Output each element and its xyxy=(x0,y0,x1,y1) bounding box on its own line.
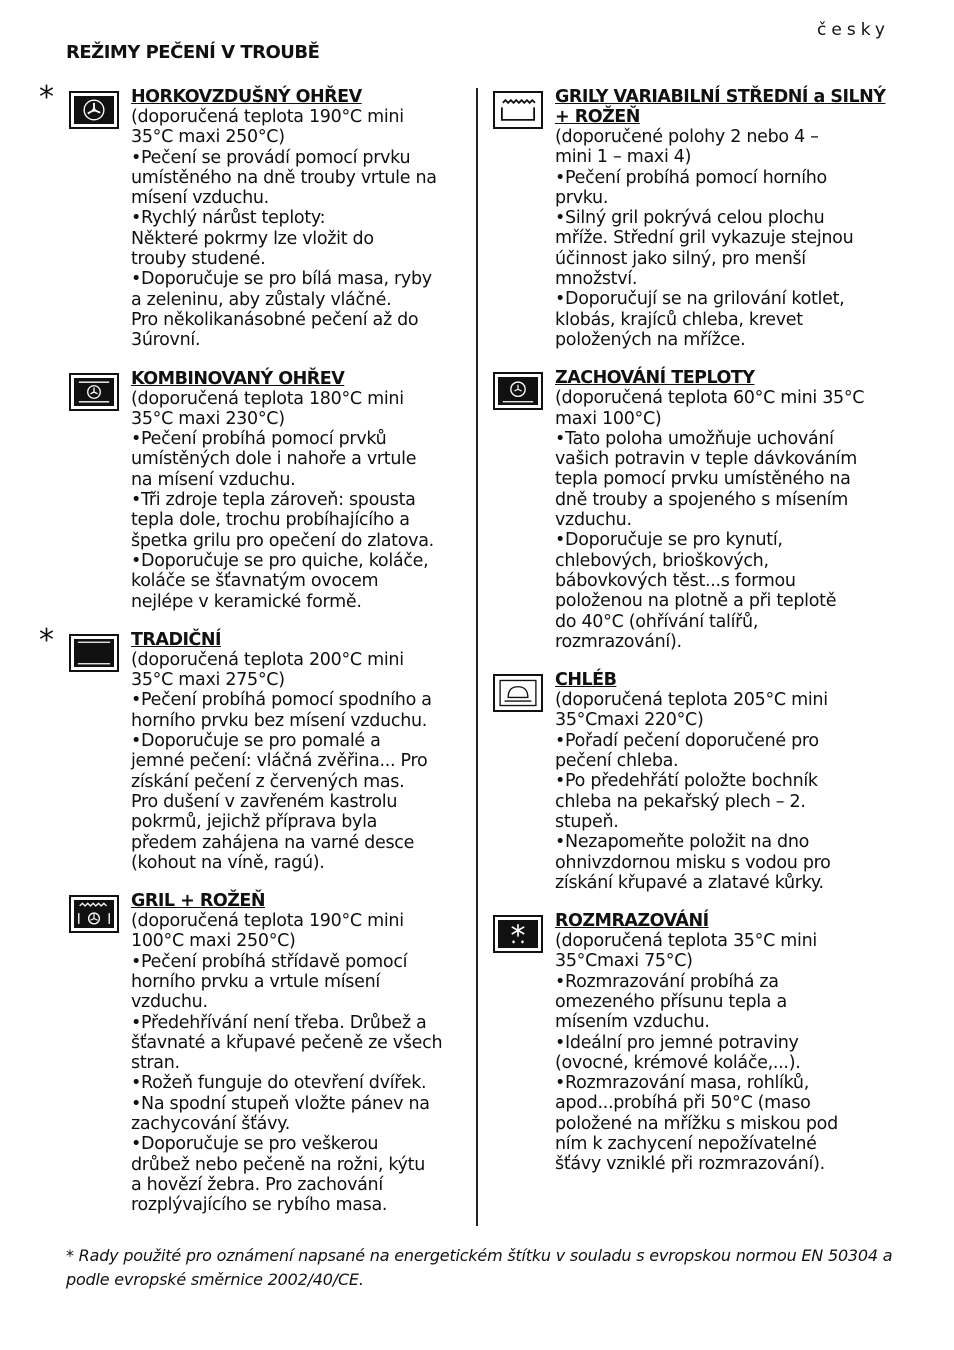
mode-description: (doporučená teplota 60°C mini 35°C maxi 100°C) •Tato poloha umožňuje uchování vašich potravin v teple dávkováním tepla pomocí prvku umístěného na dně trouby a spojeného s mísením vzduchu. •Doporučuje se pro kynutí, chlebových, brioškových, bábovkových těst...s formou položenou na plotně a při teplotě do 40°C (ohřívání talířů, rozmrazování). xyxy=(555,388,865,652)
mode-description: (doporučená teplota 200°C mini 35°C maxi 275°C) •Pečení probíhá pomocí spodního a horního prvku bez mísení vzduchu. •Doporučuje se pro pomalé a jemné pečení: vláčná zvěřina... Pro získání pečení z červených mas. Pro dušení v zavřeném kastrolu pokrmů, jejichž příprava byla předem zahájena na varné desce (kohout na víně, ragú). xyxy=(131,649,432,873)
mode-description: (doporučená teplota 205°C mini 35°Cmaxi 220°C) •Pořadí pečení doporučené pro pečení chleba. •Po předehřátí položte bochník chleba na pekařský plech – 2. stupeň. •Nezapomeňte položit na dno ohnivzdornou misku s vodou pro získání křupavé a zlatavé kůrky. xyxy=(555,690,831,893)
mode-bread xyxy=(555,670,900,893)
mode-title: GRIL + ROŽEŇ xyxy=(131,891,265,912)
keep-warm-icon xyxy=(493,372,543,410)
mode-defrost xyxy=(555,911,900,1175)
mode-description: (doporučená teplota 35°C mini 35°Cmaxi 75°C) •Rozmrazování probíhá za omezeného přísunu tepla a mísením vzduchu. •Ideální pro jemné potraviny (ovocné, krémové koláče,...). •Rozmrazování masa, rohlíků, apod...probíhá při 50°C (maso položené na mřížku s miskou pod ním k zachycení nepožívatelné šťávy vzniklé při rozmrazování). xyxy=(555,931,838,1175)
mode-title: CHLÉB xyxy=(555,670,617,691)
mode-title: HORKOVZDUŠNÝ OHŘEV xyxy=(131,87,362,107)
mode-description: (doporučená teplota 190°C mini 100°C maxi 250°C) •Pečení probíhá střídavě pomocí horního prvku a vrtule mísení vzduchu. •Předehřívání není třeba. Drůbež a šťavnaté a křupavé pečeně ze všech stran. •Rožeň funguje do otevření dvířek. •Na spodní stupeň vložte pánev na zachycování šťávy. •Doporučuje se pro veškerou drůbež nebo pečeně na rožni, kýtu a hovězí žebra. Pro zachování rozplývajícího se rybího masa. xyxy=(131,911,443,1216)
mode-keep-warm xyxy=(555,368,900,652)
mode-variable-grill xyxy=(555,87,900,350)
right-column xyxy=(555,87,900,1193)
mode-title: GRILY VARIABILNÍ STŘEDNÍ a SILNÝ + ROŽEŇ xyxy=(555,87,886,127)
defrost-snowflake-icon xyxy=(493,915,543,953)
footnote: * Rady použité pro oznámení napsané na energetickém štítku v souladu s evropskou normou EN 50304 a podle evropské směrnice 2002/40/CE. xyxy=(66,1246,893,1289)
mode-title: ZACHOVÁNÍ TEPLOTY xyxy=(555,368,755,389)
energy-label-star: * xyxy=(39,80,54,115)
mode-combined xyxy=(131,369,481,612)
mode-title: TRADIČNÍ xyxy=(131,629,221,650)
mode-description: (doporučená teplota 180°C mini 35°C maxi 230°C) •Pečení probíhá pomocí prvků umístěných dole i nahoře a vrtule na mísení vzduchu. •Tři zdroje tepla zároveň: spousta tepla dole, trochu probíhajícího a špetka grilu pro opečení do zlatova. •Doporučuje se pro quiche, koláče, koláče se šťavnatým ovocem nejlépe v keramické formě. xyxy=(131,388,434,612)
column-divider xyxy=(476,88,478,1226)
grill-fan-icon xyxy=(69,895,119,933)
energy-label-star: * xyxy=(39,622,54,658)
mode-traditional xyxy=(39,622,481,873)
page-title: REŽIMY PEČENÍ V TROUBĚ xyxy=(66,42,320,63)
mode-grill-spit xyxy=(131,891,481,1215)
mode-title: ROZMRAZOVÁNÍ xyxy=(555,911,709,932)
top-bottom-heat-icon xyxy=(69,634,119,672)
mode-description: (doporučené polohy 2 nebo 4 – mini 1 – maxi 4) •Pečení probíhá pomocí horního prvku. •Silný gril pokrývá celou plochu mříže. Střední gril vykazuje stejnou účinnost jako silný, pro menší množství. •Doporučují se na grilování kotlet, klobás, krajíců chleba, krevet položených na mřížce. xyxy=(555,127,854,350)
left-column xyxy=(39,80,481,1234)
fan-top-bottom-icon xyxy=(69,373,119,411)
bread-icon xyxy=(493,674,543,712)
language-label: česky xyxy=(817,20,890,40)
fan-circle-icon xyxy=(69,91,119,129)
mode-hot-air xyxy=(39,80,481,351)
mode-description: (doporučená teplota 190°C mini 35°C maxi 250°C) •Pečení se provádí pomocí prvku umístěného na dně trouby vrtule na mísení vzduchu. •Rychlý nárůst teploty: Některé pokrmy lze vložit do trouby studené. •Doporučuje se pro bílá masa, ryby a zeleninu, aby zůstaly vláčné. Pro několikanásobné pečení až do 3úrovní. xyxy=(131,107,437,351)
grill-icon xyxy=(493,91,543,129)
mode-title: KOMBINOVANÝ OHŘEV xyxy=(131,368,345,389)
